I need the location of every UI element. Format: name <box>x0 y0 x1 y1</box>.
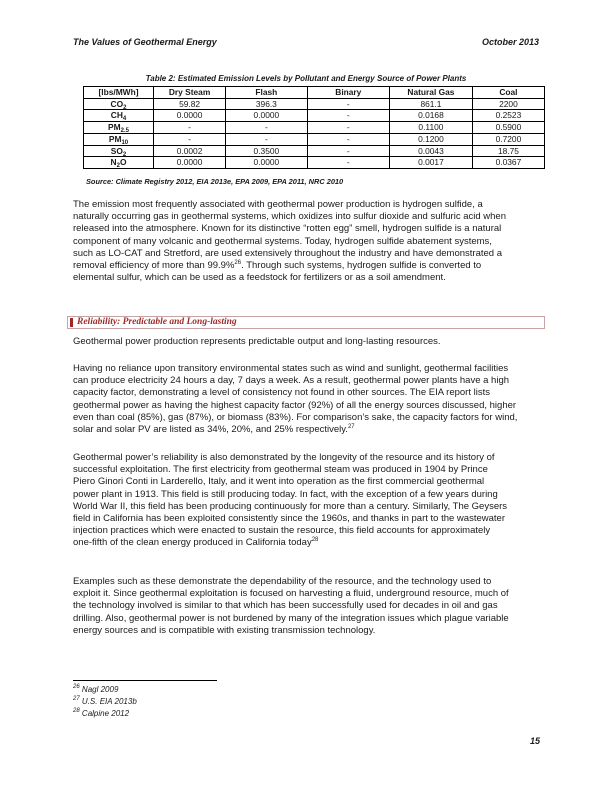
table-row <box>84 157 545 169</box>
footnote: $^{27}$ U.S. EIA 2013b <box>73 696 137 706</box>
table-cell: 0.5900 <box>472 122 544 134</box>
table-cell: 0.0367 <box>472 157 544 169</box>
pollutant-cell: $PM_{2.5}$ <box>84 122 154 134</box>
section-heading-bar <box>67 316 545 329</box>
footnote: $^{28}$ Calpine 2012 <box>73 708 130 718</box>
footnote-ref[interactable]: 28 <box>311 537 319 544</box>
table-cell: 18.75 <box>472 145 544 157</box>
table-cell: 0.0002 <box>154 145 226 157</box>
column-header: Binary <box>307 87 389 99</box>
table-row <box>84 133 545 145</box>
pollutant-cell: $CH_4$ <box>84 110 154 122</box>
section-heading: Reliability: Predictable and Long-lasting <box>77 317 237 327</box>
column-header: [lbs/MWh] <box>84 87 154 99</box>
table-header-row <box>84 87 545 99</box>
table-cell: 2200 <box>472 98 544 110</box>
table-cell: 0.0168 <box>390 110 473 122</box>
header-date: October 2013 <box>481 37 539 47</box>
footnote: $^{26}$ Nagl 2009 <box>73 684 119 694</box>
paragraph-dependability: Examples such as these demonstrate the dependability of the resource, and the technology used to exploit it. Since geothermal exploitation is focused on harvesting a fluid, underground resource, much of the technology involved is similar to that which has been successfully used for decades in oil and gas drilling. Also, geothermal power is not burdened by many of the integration issues which plague variable energy sources and is compatible with existing transmission technology. <box>73 576 509 636</box>
table-cell: - <box>307 122 389 134</box>
table-cell: - <box>226 122 307 134</box>
table-cell: - <box>307 98 389 110</box>
table-cell: 0.0043 <box>390 145 473 157</box>
header-title: The Values of Geothermal Energy <box>73 37 217 47</box>
table-cell: 0.0017 <box>390 157 473 169</box>
table-cell: - <box>307 157 389 169</box>
column-header: Natural Gas <box>390 87 473 99</box>
emissions-table <box>83 86 545 169</box>
pollutant-cell: $N_2O$ <box>84 157 154 169</box>
column-header: Flash <box>226 87 307 99</box>
footnote-ref[interactable]: 27 <box>347 424 355 431</box>
table-cell: 0.3500 <box>226 145 307 157</box>
table-cell: 0.1100 <box>390 122 473 134</box>
column-header: Dry Steam <box>154 87 226 99</box>
table-cell: 861.1 <box>390 98 473 110</box>
table-cell: - <box>226 133 307 145</box>
table-cell: 396.3 <box>226 98 307 110</box>
paragraph-hydrogen-sulfide: The emission most frequently associated with geothermal power production is hydrogen sulfide, a naturally occurring gas in geothermal systems, which oxidizes into sulfur dioxide and sulfuric acid when released into the atmosphere. Known for its distinctive “rotten egg” smell, hydrogen sulfide is a natural component of many volcanic and geothermal systems. Today, hydrogen sulfide abatement systems, such as LO-CAT and Stretford, are used extensively throughout the industry and have demonstrated a removal efficiency of more than 99.9%$^{26}$. Through such systems, hydrogen sulfide is converted to elemental sulfur, which can be used as a feedstock for fertilizers or as a soil amendment. <box>73 199 506 284</box>
table-row <box>84 145 545 157</box>
column-header: Coal <box>472 87 544 99</box>
paragraph-capacity-factor: Having no reliance upon transitory environmental states such as wind and sunlight, geothermal facilities can produce electricity 24 hours a day, 7 days a week. As a result, geothermal power plants have a high capacity factor, demonstrating a level of consistency not found in other sources. The EIA report lists geothermal power as having the highest capacity factor (92%) of all the energy sources discussed, higher even than coal (85%), gas (87%), or biomass (83%). For comparison’s sake, the capacity factors for wind, solar and solar PV are listed as 34%, 20%, and 25% respectively.$^{27}$ <box>73 363 518 436</box>
table-cell: 0.2523 <box>472 110 544 122</box>
table-cell: - <box>307 133 389 145</box>
table-cell: 0.1200 <box>390 133 473 145</box>
page-number: 15 <box>529 736 540 746</box>
table-row <box>84 110 545 122</box>
table-cell: 0.7200 <box>472 133 544 145</box>
pollutant-cell: $PM_{10}$ <box>84 133 154 145</box>
table-cell: - <box>307 145 389 157</box>
table-cell: 0.0000 <box>154 157 226 169</box>
table-cell: 59.82 <box>154 98 226 110</box>
table-cell: - <box>307 110 389 122</box>
paragraph-intro: Geothermal power production represents predictable output and long-lasting resources. <box>73 336 441 347</box>
table-row <box>84 122 545 134</box>
pollutant-cell: $SO_2$ <box>84 145 154 157</box>
table-cell: - <box>154 122 226 134</box>
pollutant-cell: $CO_2$ <box>84 98 154 110</box>
table-cell: 0.0000 <box>226 110 307 122</box>
paragraph-longevity: Geothermal power’s reliability is also demonstrated by the longevity of the resource and its history of successful exploitation. The first electricity from geothermal steam was produced in 1904 by Prince Piero Ginori Conti in Larderello, Italy, and it went into operation as the first commercial geothermal power plant in 1913. This field is still producing today. In fact, with the exception of a few years during World War II, this field has been producing continuously for more than a century. Similarly, The Geysers field in California has been exploited consistently since the 1960s, and thanks in part to the wastewater injection practices which were enacted to sustain the resource, this field accounts for approximately one-fifth of the clean energy produced in California today$^{28}$ <box>73 452 508 549</box>
table-row <box>84 98 545 110</box>
footnote-ref[interactable]: 26 <box>234 260 242 267</box>
table-cell: - <box>154 133 226 145</box>
section-accent-marker <box>70 318 73 327</box>
footnote-divider <box>73 680 217 681</box>
table-cell: 0.0000 <box>154 110 226 122</box>
table-cell: 0.0000 <box>226 157 307 169</box>
table-source-note: Source: Climate Registry 2012, EIA 2013e, EPA 2009, EPA 2011, NRC 2010 <box>86 177 344 186</box>
table-caption: Table 2: Estimated Emission Levels by Pollutant and Energy Source of Power Plants <box>145 74 467 83</box>
